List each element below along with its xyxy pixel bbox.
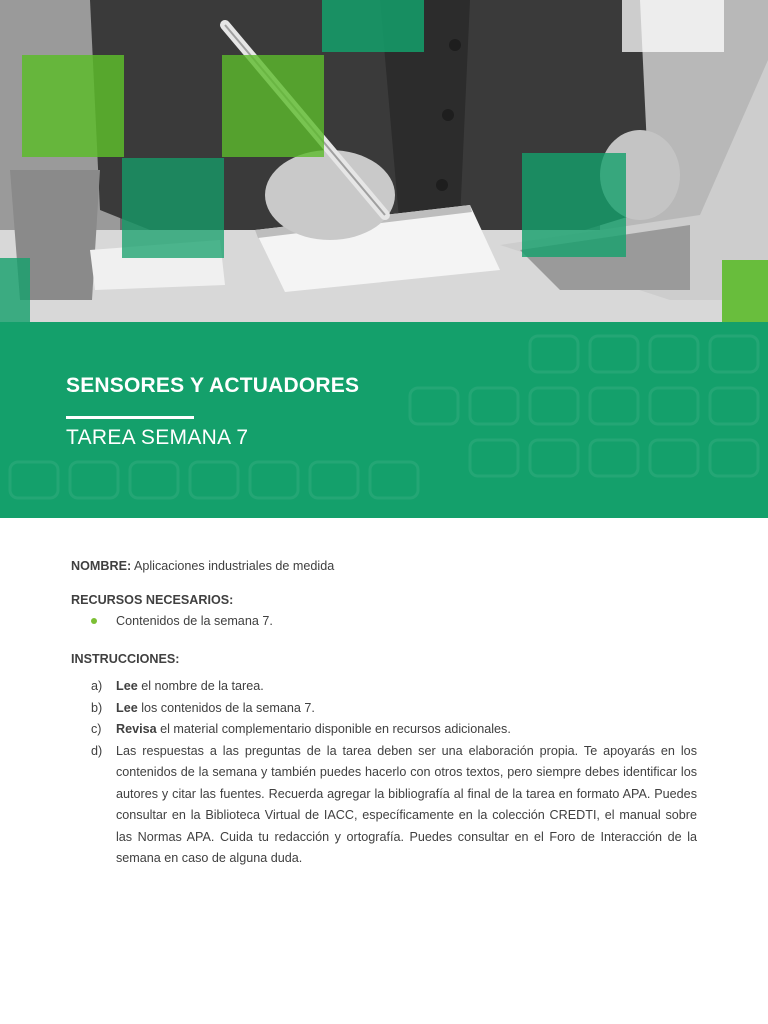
title-divider xyxy=(66,416,194,419)
resources-list xyxy=(91,611,697,633)
hero-photo xyxy=(0,0,768,322)
instruction-text: el material complementario disponible en recursos adicionales. xyxy=(156,722,511,736)
resource-text: Contenidos de la semana 7. xyxy=(116,614,273,628)
instruction-text: Las respuestas a las preguntas de la tarea deben ser una elaboración propia. Te apoyarás en los contenidos de la semana y también puedes hacerlo con otros textos, pero siempre debes identificar los autores y citar las fuentes. Recuerda agregar la bibliografía al final de la tarea en formato APA. Puedes consultar en la Biblioteca Virtual de IACC, específicamente en la colección CREDTI, el manual sobre las Normas APA. Cuida tu redacción y ortografía. Puedes consultar en el Foro de Interacción de la semana en caso de alguna duda. xyxy=(116,743,697,865)
list-item xyxy=(91,611,697,633)
item-marker: b) xyxy=(91,700,103,715)
instruction-item-a xyxy=(91,676,697,698)
bullet-icon xyxy=(91,618,97,624)
name-label: NOMBRE: xyxy=(71,559,132,573)
item-marker: d) xyxy=(91,743,103,758)
name-value: Aplicaciones industriales de medida xyxy=(133,559,335,573)
item-marker: c) xyxy=(91,722,102,736)
band-pattern xyxy=(0,322,768,518)
title-band xyxy=(0,322,768,518)
task-content xyxy=(71,556,697,870)
resources-label: RECURSOS NECESARIOS: xyxy=(71,592,234,607)
instructions-list xyxy=(91,676,697,870)
task-title: TAREA SEMANA 7 xyxy=(66,426,249,449)
item-marker: a) xyxy=(91,679,103,693)
instruction-text: el nombre de la tarea. xyxy=(137,679,264,693)
instruction-item-d xyxy=(91,741,697,870)
instruction-item-c xyxy=(91,719,697,741)
instructions-label: INSTRUCCIONES: xyxy=(71,651,180,666)
instruction-verb: Lee xyxy=(116,679,138,693)
instruction-verb: Revisa xyxy=(116,722,157,736)
instruction-text: los contenidos de la semana 7. xyxy=(137,700,315,715)
task-name-row xyxy=(71,556,697,578)
instruction-verb: Lee xyxy=(116,700,138,715)
hero-illustration xyxy=(0,0,768,322)
course-title: SENSORES Y ACTUADORES xyxy=(66,374,360,397)
instruction-item-b xyxy=(91,698,697,720)
